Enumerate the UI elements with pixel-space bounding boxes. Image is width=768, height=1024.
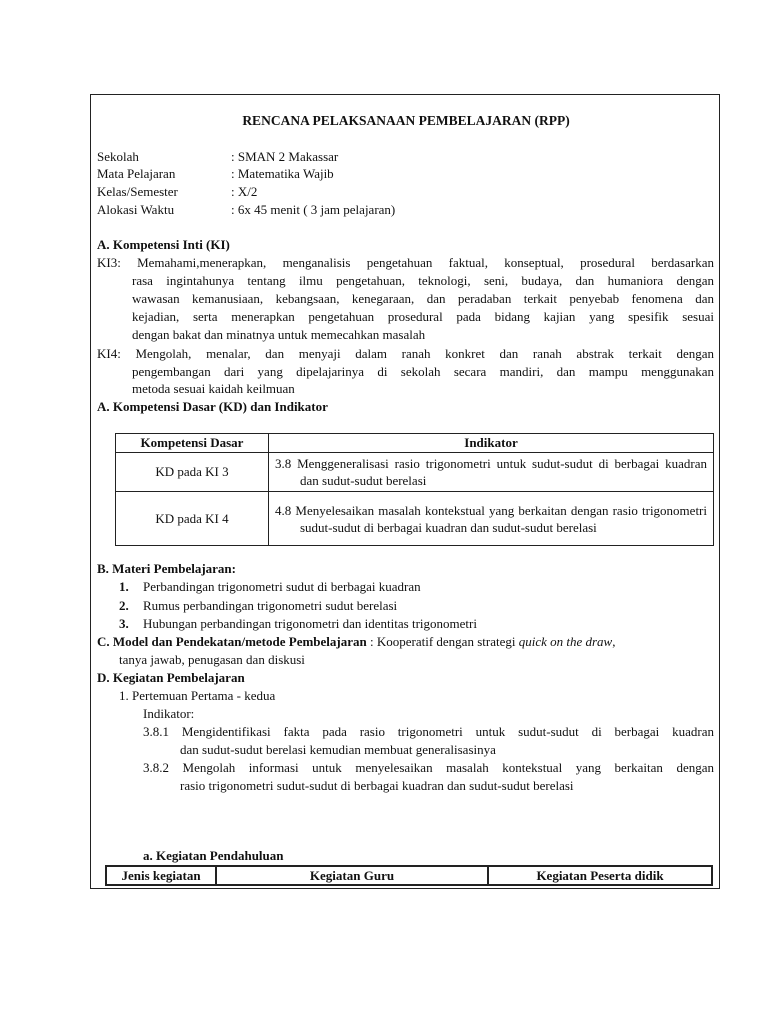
identity-label-time: Alokasi Waktu <box>97 202 175 217</box>
ki3-line: rasa ingintahunya tentang ilmu pengetahuan, teknologi, seni, budaya, dan humaniora dengan <box>132 273 714 288</box>
materi-item-text: Rumus perbandingan trigonometri sudut berelasi <box>143 598 398 613</box>
document-title: RENCANA PELAKSANAAN PEMBELAJARAN (RPP) <box>242 113 570 128</box>
model-text: : Kooperatif dengan strategi <box>366 634 519 649</box>
materi-item-text: Perbandingan trigonometri sudut di berbagai kuadran <box>143 579 421 594</box>
materi-heading: B. Materi Pembelajaran: <box>97 561 236 576</box>
identity-label-subject: Mata Pelajaran <box>97 166 176 181</box>
meeting-label: 1. Pertemuan Pertama - kedua <box>119 688 276 703</box>
identity-label-class: Kelas/Semester <box>97 184 178 199</box>
kd-col-header: Kompetensi Dasar <box>116 434 269 453</box>
kegiatan-heading: D. Kegiatan Pembelajaran <box>97 670 245 685</box>
ki4-line: pengembangan dari yang dipelajarinya di sekolah secara mandiri, dan mampu menggunakan <box>132 364 714 379</box>
indikator-detail-line: 3.8.1 Mengidentifikasi fakta pada rasio trigonometri untuk sudut-sudut di berbagai kuadran <box>143 724 714 739</box>
indikator-col-header: Indikator <box>269 434 714 453</box>
kd-cell: KD pada KI 4 <box>116 492 269 546</box>
materi-item-number: 3. <box>119 616 129 631</box>
model-heading: C. Model dan Pendekatan/metode Pembelajaran <box>97 634 367 649</box>
ki3-line: kejadian, serta menerapkan pengetahuan prosedural pada bidang kajian yang spesifik sesuai <box>132 309 714 324</box>
pendahuluan-heading: a. Kegiatan Pendahuluan <box>143 848 284 863</box>
ki-heading: A. Kompetensi Inti (KI) <box>97 237 230 252</box>
jenis-kegiatan-header: Jenis kegiatan <box>106 866 216 885</box>
indikator-detail-line: dan sudut-sudut berelasi kemudian membuat generalisasinya <box>180 742 496 757</box>
ki3-line: dengan bakat dan minatnya untuk memecahkan masalah <box>132 327 426 342</box>
kd-table <box>115 433 714 546</box>
ki3-line: wawasan kemanusiaan, kebangsaan, kenegaraan, dan peradaban terkait penyebab fenomena dan <box>132 291 714 306</box>
model-strategy: quick on the draw <box>518 634 613 649</box>
model-line <box>97 634 615 650</box>
indikator-cell <box>269 492 714 546</box>
document-page <box>90 94 720 889</box>
identity-value-school: : SMAN 2 Makassar <box>231 149 339 164</box>
identity-value-class: : X/2 <box>231 184 258 199</box>
pendahuluan-table <box>105 865 713 886</box>
kd-cell: KD pada KI 3 <box>116 453 269 492</box>
identity-value-time: : 6x 45 menit ( 3 jam pelajaran) <box>231 202 396 217</box>
indikator-label: Indikator: <box>143 706 195 721</box>
indikator-detail-line: 3.8.2 Mengolah informasi untuk menyelesaikan masalah kontekstual yang berkaitan dengan <box>143 760 714 775</box>
materi-item-number: 2. <box>119 598 129 613</box>
indikator-text: 3.8 Menggeneralisasi rasio trigonometri untuk sudut-sudut di berbagai kuadran dan sudut-sudut berelasi <box>275 456 707 488</box>
identity-label-school: Sekolah <box>97 149 139 164</box>
materi-item-number: 1. <box>119 579 129 594</box>
kegiatan-guru-header: Kegiatan Guru <box>216 866 488 885</box>
model-line-2: tanya jawab, penugasan dan diskusi <box>119 652 305 667</box>
ki3-line: KI3: Memahami,menerapkan, menganalisis pengetahuan faktual, konseptual, prosedural berdasarkan <box>97 255 714 270</box>
kegiatan-peserta-header: Kegiatan Peserta didik <box>488 866 712 885</box>
ki4-line: metoda sesuai kaidah keilmuan <box>132 381 295 396</box>
indikator-cell <box>269 453 714 492</box>
ki4-line: KI4: Mengolah, menalar, dan menyaji dalam ranah konkret dan ranah abstrak terkait dengan <box>97 346 714 361</box>
kd-heading: A. Kompetensi Dasar (KD) dan Indikator <box>97 399 328 414</box>
model-text-end: , <box>612 634 616 649</box>
indikator-detail-line: rasio trigonometri sudut-sudut di berbagai kuadran dan sudut-sudut berelasi <box>180 778 574 793</box>
materi-item-text: Hubungan perbandingan trigonometri dan identitas trigonometri <box>143 616 477 631</box>
identity-value-subject: : Matematika Wajib <box>231 166 334 181</box>
indikator-text: 4.8 Menyelesaikan masalah kontekstual yang berkaitan dengan rasio trigonometri sudut-sudut di berbagai kuadran dan sudut-sudut berelasi <box>275 502 707 535</box>
